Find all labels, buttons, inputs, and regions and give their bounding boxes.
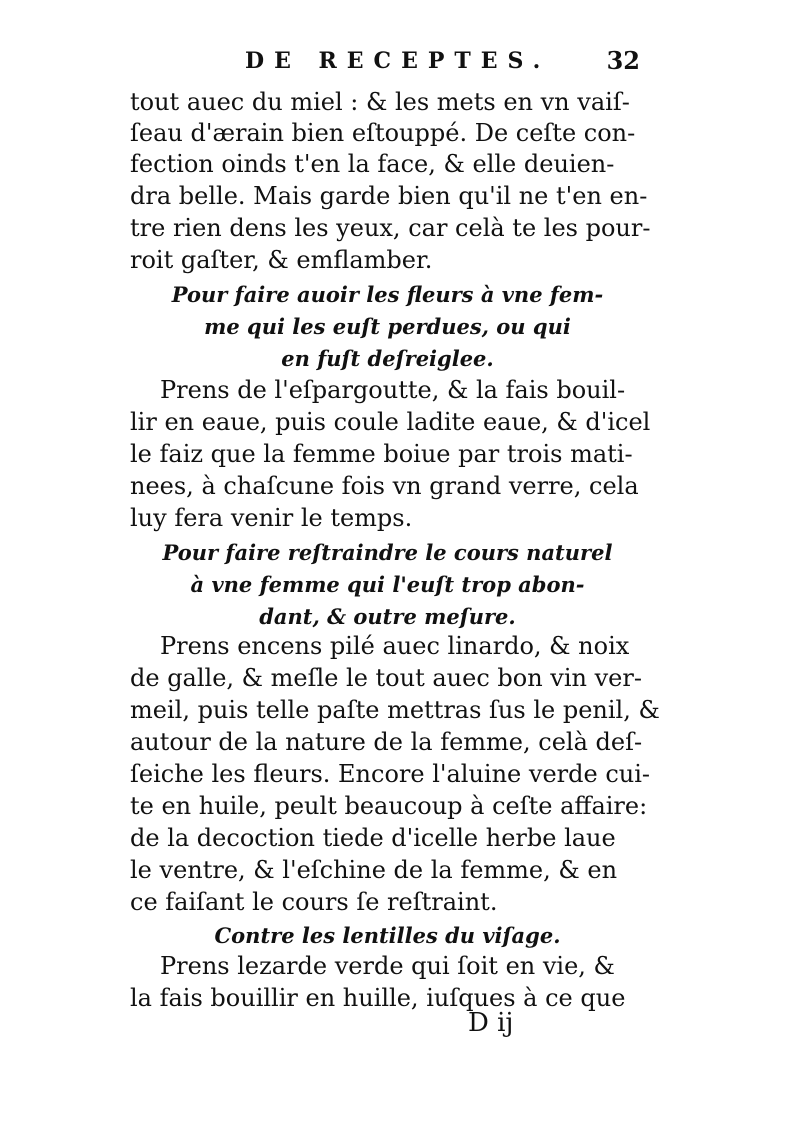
text-line: dra belle. Mais garde bien qu'il ne t'en en-: [130, 182, 648, 210]
recipe-heading: en fuſt deſreiglee.: [281, 346, 494, 371]
recipe-heading: me qui les euſt perdues, ou qui: [204, 314, 571, 339]
recipe-heading: Contre les lentilles du viſage.: [214, 923, 561, 948]
text-line: roit gaſter, & emflamber.: [130, 246, 433, 274]
recipe-heading: Pour faire auoir les fleurs à vne fem-: [171, 282, 604, 307]
text-line: le ventre, & l'eſchine de la femme, & en: [130, 856, 618, 884]
page-number: 32: [606, 46, 640, 75]
text-line: luy fera venir le temps.: [130, 504, 413, 532]
recipe-heading: dant, & outre meſure.: [259, 604, 516, 629]
text-line: la fais bouillir en huille, iuſques à ce que: [130, 984, 626, 1012]
text-line: de galle, & meſle le tout auec bon vin ver-: [130, 664, 642, 692]
paragraph-start-line: Prens lezarde verde qui ſoit en vie, &: [160, 952, 615, 980]
text-line: de la decoction tiede d'icelle herbe laue: [130, 824, 616, 852]
paragraph-start-line: Prens de l'eſpargoutte, & la fais bouil-: [160, 376, 626, 404]
text-line: tout auec du miel : & les mets en vn vaiſ-: [130, 88, 630, 116]
text-line: te en huile, peult beaucoup à ceſte affaire:: [130, 792, 648, 820]
text-line: ſeiche les fleurs. Encore l'aluine verde cui-: [130, 760, 650, 788]
signature-mark: D ij: [468, 1008, 514, 1038]
paragraph-start-line: Prens encens pilé auec linardo, & noix: [160, 632, 630, 660]
running-title: DE RECEPTES.: [245, 48, 551, 74]
recipe-heading: à vne femme qui l'euſt trop abon-: [190, 572, 585, 597]
recipe-heading: Pour faire reſtraindre le cours naturel: [162, 540, 613, 565]
text-line: fection oinds t'en la face, & elle deuien-: [130, 150, 615, 178]
page-header: [245, 40, 640, 80]
text-line: meil, puis telle paſte mettras ſus le penil, &: [130, 696, 660, 724]
text-line: ce faiſant le cours ſe reſtraint.: [130, 888, 498, 916]
text-line: lir en eaue, puis coule ladite eaue, & d'icel: [130, 408, 651, 436]
text-line: le faiz que la femme boiue par trois mati-: [130, 440, 633, 468]
text-line: nees, à chaſcune fois vn grand verre, cela: [130, 472, 639, 500]
text-line: tre rien dens les yeux, car celà te les pour-: [130, 214, 651, 242]
text-line: ſeau d'ærain bien eſtouppé. De ceſte con-: [130, 119, 636, 147]
text-line: autour de la nature de la femme, celà deſ-: [130, 728, 643, 756]
